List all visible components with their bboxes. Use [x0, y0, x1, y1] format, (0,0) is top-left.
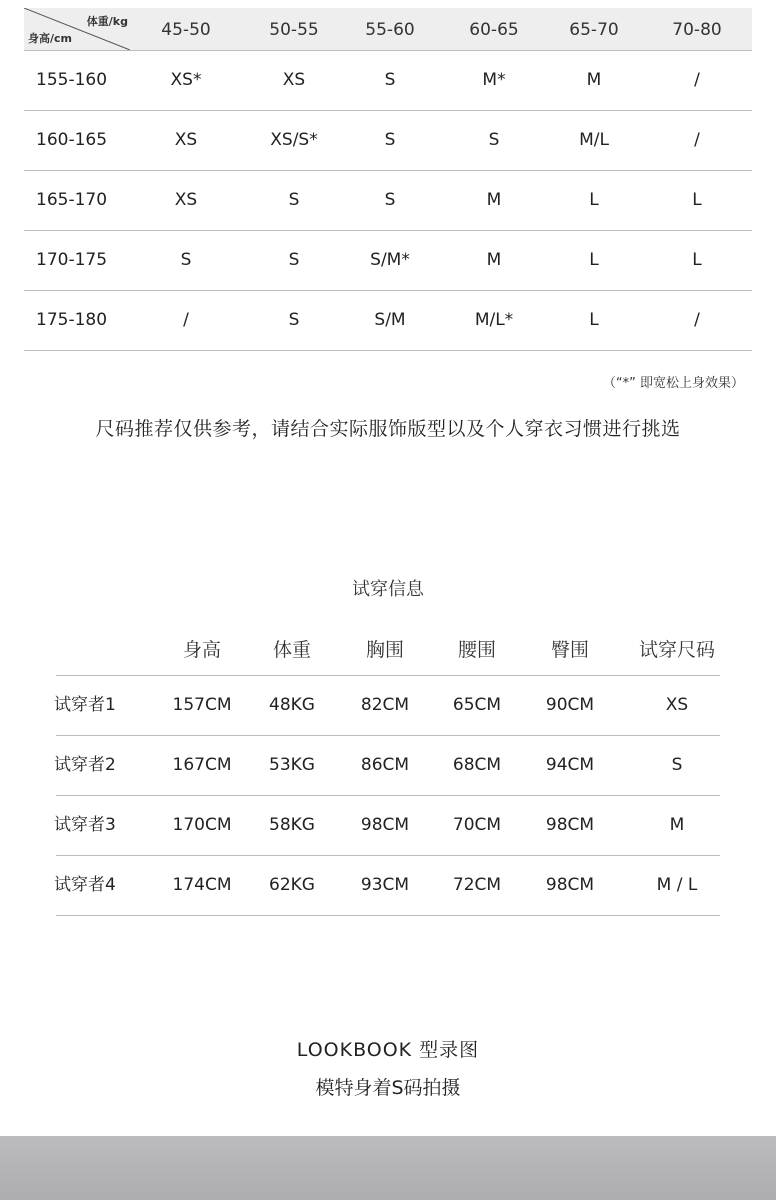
table-cell: 98CM [360, 815, 410, 835]
size-cell: S [288, 310, 300, 330]
size-cell: L [589, 310, 599, 330]
height-row-header: 175-180 [36, 310, 108, 330]
tester-name: 试穿者4 [54, 875, 116, 895]
size-cell: / [694, 70, 700, 90]
table-row [24, 111, 752, 171]
size-cell: / [694, 310, 700, 330]
table-cell: 170CM [172, 815, 232, 835]
table-cell: 86CM [360, 755, 410, 775]
table-cell: 93CM [360, 875, 410, 895]
weight-column-header: 55-60 [365, 20, 415, 40]
size-cell: L [589, 190, 599, 210]
size-chart-table [24, 8, 752, 351]
lookbook-photo [0, 1136, 776, 1200]
fitting-info-table [56, 630, 720, 916]
table-cell: S [671, 755, 683, 775]
size-cell: S [384, 70, 396, 90]
height-row-header: 165-170 [36, 190, 108, 210]
size-cell: S [488, 130, 500, 150]
lookbook-title: LOOKBOOK 型录图 [296, 1039, 480, 1061]
table-cell: 157CM [172, 695, 232, 715]
lookbook-subtitle: 模特身着S码拍摄 [315, 1077, 461, 1099]
table-row [24, 171, 752, 231]
tester-name: 试穿者1 [54, 695, 116, 715]
weight-column-header: 70-80 [672, 20, 722, 40]
size-cell: XS/S* [270, 130, 318, 150]
size-recommendation-note: 尺码推荐仅供参考，请结合实际服饰版型以及个人穿衣习惯进行挑选 [95, 418, 681, 440]
size-cell: M [486, 250, 502, 270]
size-cell: / [694, 130, 700, 150]
size-cell: M/L* [474, 310, 514, 330]
size-cell: L [589, 250, 599, 270]
tester-name: 试穿者3 [54, 815, 116, 835]
size-cell: S [384, 190, 396, 210]
weight-column-header: 45-50 [161, 20, 211, 40]
table-row [24, 231, 752, 291]
table-row [56, 676, 720, 736]
table-cell: 58KG [269, 815, 315, 835]
table-cell: 82CM [360, 695, 410, 715]
column-header: 身高 [182, 639, 221, 661]
table-cell: 70CM [452, 815, 502, 835]
size-cell: M* [482, 70, 506, 90]
column-header: 体重 [272, 639, 311, 661]
height-axis-label: 身高/cm [28, 32, 72, 45]
tester-name: 试穿者2 [54, 755, 116, 775]
corner-cell [24, 8, 130, 50]
table-cell: 53KG [269, 755, 315, 775]
size-cell: L [692, 250, 702, 270]
column-header: 胸围 [365, 639, 404, 661]
table-cell: 62KG [269, 875, 315, 895]
table-cell: 48KG [269, 695, 315, 715]
table-cell: 68CM [452, 755, 502, 775]
size-cell: S [288, 250, 300, 270]
weight-column-header: 60-65 [469, 20, 519, 40]
table-cell: 98CM [545, 875, 595, 895]
table-row [24, 51, 752, 111]
table-cell: M [669, 815, 685, 835]
weight-column-header: 65-70 [569, 20, 619, 40]
table-cell: 65CM [452, 695, 502, 715]
table-cell: 72CM [452, 875, 502, 895]
size-cell: XS [174, 190, 198, 210]
table-cell: 98CM [545, 815, 595, 835]
size-cell: S [180, 250, 192, 270]
size-cell: XS [174, 130, 198, 150]
height-row-header: 160-165 [36, 130, 108, 150]
table-row [56, 796, 720, 856]
column-header: 腰围 [457, 639, 496, 661]
height-row-header: 155-160 [36, 70, 108, 90]
weight-axis-label: 体重/kg [86, 15, 128, 28]
column-header: 试穿尺码 [638, 639, 715, 661]
size-cell: S/M* [370, 250, 410, 270]
loose-fit-footnote: （“*” 即宽松上身效果） [602, 376, 744, 391]
table-cell: 167CM [172, 755, 232, 775]
size-cell: S/M [374, 310, 406, 330]
table-cell: 90CM [545, 695, 595, 715]
column-header: 臀围 [550, 639, 589, 661]
table-cell: 94CM [545, 755, 595, 775]
weight-column-header: 50-55 [269, 20, 319, 40]
size-cell: XS [282, 70, 306, 90]
fitting-info-title: 试穿信息 [352, 579, 424, 600]
table-row [56, 856, 720, 916]
table-cell: XS [665, 695, 689, 715]
size-cell: S [288, 190, 300, 210]
table-cell: 174CM [172, 875, 232, 895]
size-cell: M/L [579, 130, 609, 150]
height-row-header: 170-175 [36, 250, 108, 270]
size-cell: L [692, 190, 702, 210]
table-row [24, 291, 752, 351]
size-chart-header [24, 8, 752, 51]
table-row [56, 736, 720, 796]
size-cell: / [183, 310, 189, 330]
fitting-table-header [56, 630, 720, 676]
size-cell: M [586, 70, 602, 90]
table-cell: M / L [656, 875, 698, 895]
size-cell: M [486, 190, 502, 210]
size-cell: S [384, 130, 396, 150]
size-cell: XS* [170, 70, 202, 90]
